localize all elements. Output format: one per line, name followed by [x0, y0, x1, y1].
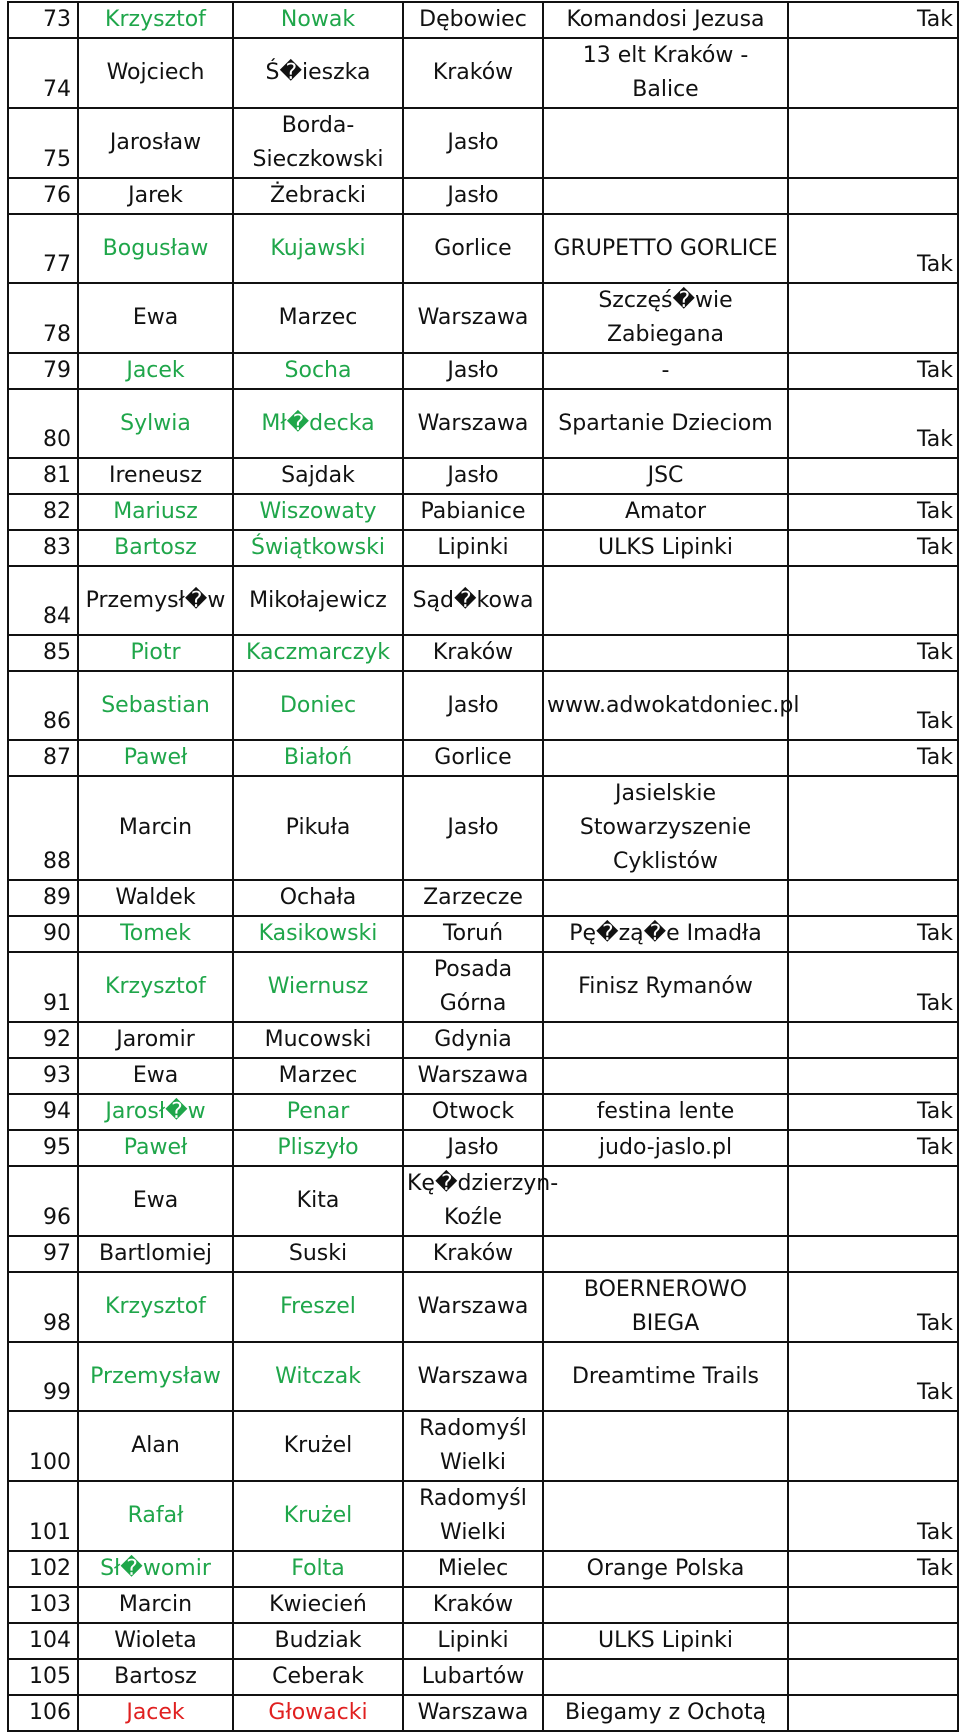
row-number-cell: 92: [8, 1022, 78, 1058]
club-cell: [543, 1659, 788, 1695]
table-row: [8, 1058, 958, 1094]
club-cell: festina lente: [543, 1094, 788, 1130]
club-cell: Jasielskie Stowarzyszenie Cyklistów: [543, 776, 788, 880]
city-cell: Warszawa: [403, 1058, 543, 1094]
table-row: [8, 671, 958, 740]
city-cell: Toruń: [403, 916, 543, 952]
city-cell: Sąd�kowa: [403, 566, 543, 635]
row-number-cell: 76: [8, 178, 78, 214]
last-name-cell: Żebracki: [233, 178, 403, 214]
table-row: [8, 494, 958, 530]
row-number-cell: 88: [8, 776, 78, 880]
flag-cell: [788, 1058, 958, 1094]
row-number-cell: 105: [8, 1659, 78, 1695]
last-name-cell: Ceberak: [233, 1659, 403, 1695]
last-name-cell: Sajdak: [233, 458, 403, 494]
first-name-cell: Jacek: [78, 353, 233, 389]
last-name-cell: Kaczmarczyk: [233, 635, 403, 671]
flag-cell: [788, 1236, 958, 1272]
table-row: [8, 1623, 958, 1659]
flag-cell: [788, 108, 958, 178]
flag-cell: Tak: [788, 1094, 958, 1130]
table-row: [8, 1481, 958, 1551]
flag-cell: [788, 1166, 958, 1236]
last-name-cell: Ochała: [233, 880, 403, 916]
row-number-cell: 96: [8, 1166, 78, 1236]
city-cell: Kę�dzierzyn-Koźle: [403, 1166, 543, 1236]
row-number-cell: 81: [8, 458, 78, 494]
city-cell: Gdynia: [403, 1022, 543, 1058]
table-row: [8, 214, 958, 283]
flag-cell: Tak: [788, 952, 958, 1022]
city-cell: Dębowiec: [403, 2, 543, 38]
club-cell: ULKS Lipinki: [543, 530, 788, 566]
city-cell: Kraków: [403, 635, 543, 671]
flag-cell: Tak: [788, 530, 958, 566]
city-cell: Zarzecze: [403, 880, 543, 916]
city-cell: Warszawa: [403, 1272, 543, 1342]
table-body: [8, 2, 958, 1731]
first-name-cell: Paweł: [78, 1130, 233, 1166]
table-row: [8, 283, 958, 353]
flag-cell: [788, 776, 958, 880]
first-name-cell: Bogusław: [78, 214, 233, 283]
table-row: [8, 1130, 958, 1166]
table-row: [8, 740, 958, 776]
club-cell: [543, 178, 788, 214]
last-name-cell: Socha: [233, 353, 403, 389]
flag-cell: Tak: [788, 635, 958, 671]
row-number-cell: 103: [8, 1587, 78, 1623]
club-cell: -: [543, 353, 788, 389]
table-row: [8, 1342, 958, 1411]
flag-cell: Tak: [788, 1551, 958, 1587]
first-name-cell: Bartlomiej: [78, 1236, 233, 1272]
city-cell: Kraków: [403, 1587, 543, 1623]
first-name-cell: Rafał: [78, 1481, 233, 1551]
last-name-cell: Wiernusz: [233, 952, 403, 1022]
flag-cell: Tak: [788, 2, 958, 38]
last-name-cell: Suski: [233, 1236, 403, 1272]
first-name-cell: Ewa: [78, 1166, 233, 1236]
flag-cell: Tak: [788, 214, 958, 283]
row-number-cell: 75: [8, 108, 78, 178]
last-name-cell: Ś�ieszka: [233, 38, 403, 108]
club-cell: Biegamy z Ochotą: [543, 1695, 788, 1731]
last-name-cell: Krużel: [233, 1411, 403, 1481]
city-cell: Posada Górna: [403, 952, 543, 1022]
last-name-cell: Wiszowaty: [233, 494, 403, 530]
first-name-cell: Przemysł�w: [78, 566, 233, 635]
flag-cell: [788, 1411, 958, 1481]
flag-cell: [788, 1587, 958, 1623]
flag-cell: Tak: [788, 1130, 958, 1166]
first-name-cell: Marcin: [78, 1587, 233, 1623]
flag-cell: Tak: [788, 1272, 958, 1342]
row-number-cell: 80: [8, 389, 78, 458]
city-cell: Kraków: [403, 38, 543, 108]
table-row: [8, 1022, 958, 1058]
flag-cell: [788, 566, 958, 635]
first-name-cell: Jarek: [78, 178, 233, 214]
last-name-cell: Freszel: [233, 1272, 403, 1342]
first-name-cell: Ewa: [78, 1058, 233, 1094]
first-name-cell: Alan: [78, 1411, 233, 1481]
first-name-cell: Ireneusz: [78, 458, 233, 494]
club-cell: [543, 108, 788, 178]
row-number-cell: 89: [8, 880, 78, 916]
row-number-cell: 87: [8, 740, 78, 776]
first-name-cell: Piotr: [78, 635, 233, 671]
row-number-cell: 97: [8, 1236, 78, 1272]
first-name-cell: Mariusz: [78, 494, 233, 530]
first-name-cell: Marcin: [78, 776, 233, 880]
row-number-cell: 102: [8, 1551, 78, 1587]
club-cell: [543, 1236, 788, 1272]
table-row: [8, 38, 958, 108]
club-cell: Pę�zą�e Imadła: [543, 916, 788, 952]
city-cell: Warszawa: [403, 389, 543, 458]
first-name-cell: Krzysztof: [78, 1272, 233, 1342]
city-cell: Jasło: [403, 1130, 543, 1166]
row-number-cell: 74: [8, 38, 78, 108]
club-cell: [543, 1481, 788, 1551]
last-name-cell: Mikołajewicz: [233, 566, 403, 635]
flag-cell: [788, 178, 958, 214]
city-cell: Warszawa: [403, 1695, 543, 1731]
first-name-cell: Jarosław: [78, 108, 233, 178]
row-number-cell: 83: [8, 530, 78, 566]
table-row: [8, 1587, 958, 1623]
last-name-cell: Pliszyło: [233, 1130, 403, 1166]
row-number-cell: 98: [8, 1272, 78, 1342]
flag-cell: [788, 1022, 958, 1058]
first-name-cell: Przemysław: [78, 1342, 233, 1411]
last-name-cell: Marzec: [233, 283, 403, 353]
last-name-cell: Budziak: [233, 1623, 403, 1659]
row-number-cell: 100: [8, 1411, 78, 1481]
row-number-cell: 95: [8, 1130, 78, 1166]
last-name-cell: Marzec: [233, 1058, 403, 1094]
club-cell: JSC: [543, 458, 788, 494]
city-cell: Lipinki: [403, 530, 543, 566]
club-cell: www.adwokatdoniec.pl: [543, 671, 788, 740]
first-name-cell: Wojciech: [78, 38, 233, 108]
last-name-cell: Głowacki: [233, 1695, 403, 1731]
flag-cell: Tak: [788, 389, 958, 458]
last-name-cell: Świątkowski: [233, 530, 403, 566]
table-row: [8, 1411, 958, 1481]
club-cell: [543, 635, 788, 671]
flag-cell: [788, 1695, 958, 1731]
first-name-cell: Jarosł�w: [78, 1094, 233, 1130]
first-name-cell: Bartosz: [78, 530, 233, 566]
club-cell: Dreamtime Trails: [543, 1342, 788, 1411]
row-number-cell: 99: [8, 1342, 78, 1411]
table-row: [8, 1236, 958, 1272]
last-name-cell: Białoń: [233, 740, 403, 776]
first-name-cell: Paweł: [78, 740, 233, 776]
last-name-cell: Kita: [233, 1166, 403, 1236]
first-name-cell: Ewa: [78, 283, 233, 353]
row-number-cell: 82: [8, 494, 78, 530]
city-cell: Pabianice: [403, 494, 543, 530]
city-cell: Radomyśl Wielki: [403, 1411, 543, 1481]
last-name-cell: Penar: [233, 1094, 403, 1130]
last-name-cell: Mł�decka: [233, 389, 403, 458]
table-row: [8, 916, 958, 952]
club-cell: Orange Polska: [543, 1551, 788, 1587]
table-row: [8, 1094, 958, 1130]
last-name-cell: Kasikowski: [233, 916, 403, 952]
city-cell: Kraków: [403, 1236, 543, 1272]
flag-cell: Tak: [788, 916, 958, 952]
first-name-cell: Waldek: [78, 880, 233, 916]
last-name-cell: Folta: [233, 1551, 403, 1587]
table-row: [8, 880, 958, 916]
flag-cell: [788, 458, 958, 494]
last-name-cell: Borda-Sieczkowski: [233, 108, 403, 178]
city-cell: Warszawa: [403, 1342, 543, 1411]
club-cell: [543, 880, 788, 916]
club-cell: judo-jaslo.pl: [543, 1130, 788, 1166]
city-cell: Lipinki: [403, 1623, 543, 1659]
row-number-cell: 77: [8, 214, 78, 283]
first-name-cell: Sebastian: [78, 671, 233, 740]
city-cell: Jasło: [403, 776, 543, 880]
row-number-cell: 85: [8, 635, 78, 671]
last-name-cell: Kujawski: [233, 214, 403, 283]
flag-cell: Tak: [788, 740, 958, 776]
club-cell: [543, 1411, 788, 1481]
row-number-cell: 73: [8, 2, 78, 38]
first-name-cell: Sylwia: [78, 389, 233, 458]
city-cell: Lubartów: [403, 1659, 543, 1695]
club-cell: 13 elt Kraków - Balice: [543, 38, 788, 108]
flag-cell: Tak: [788, 353, 958, 389]
club-cell: [543, 1022, 788, 1058]
last-name-cell: Nowak: [233, 2, 403, 38]
last-name-cell: Doniec: [233, 671, 403, 740]
row-number-cell: 90: [8, 916, 78, 952]
club-cell: Spartanie Dzieciom: [543, 389, 788, 458]
flag-cell: [788, 1659, 958, 1695]
row-number-cell: 78: [8, 283, 78, 353]
club-cell: GRUPETTO GORLICE: [543, 214, 788, 283]
table-row: [8, 458, 958, 494]
last-name-cell: Krużel: [233, 1481, 403, 1551]
flag-cell: [788, 880, 958, 916]
last-name-cell: Pikuła: [233, 776, 403, 880]
flag-cell: [788, 283, 958, 353]
table-row: [8, 1272, 958, 1342]
city-cell: Radomyśl Wielki: [403, 1481, 543, 1551]
club-cell: BOERNEROWO BIEGA: [543, 1272, 788, 1342]
city-cell: Mielec: [403, 1551, 543, 1587]
row-number-cell: 104: [8, 1623, 78, 1659]
city-cell: Jasło: [403, 108, 543, 178]
club-cell: Komandosi Jezusa: [543, 2, 788, 38]
city-cell: Jasło: [403, 671, 543, 740]
first-name-cell: Jaromir: [78, 1022, 233, 1058]
table-row: [8, 635, 958, 671]
club-cell: Szczęś�wie Zabiegana: [543, 283, 788, 353]
table-row: [8, 1695, 958, 1731]
first-name-cell: Jacek: [78, 1695, 233, 1731]
first-name-cell: Krzysztof: [78, 952, 233, 1022]
row-number-cell: 91: [8, 952, 78, 1022]
table-row: [8, 178, 958, 214]
table-row: [8, 353, 958, 389]
flag-cell: Tak: [788, 1481, 958, 1551]
flag-cell: Tak: [788, 1342, 958, 1411]
club-cell: [543, 1587, 788, 1623]
flag-cell: Tak: [788, 494, 958, 530]
row-number-cell: 86: [8, 671, 78, 740]
last-name-cell: Mucowski: [233, 1022, 403, 1058]
flag-cell: [788, 1623, 958, 1659]
first-name-cell: Tomek: [78, 916, 233, 952]
flag-cell: [788, 38, 958, 108]
first-name-cell: Sł�womir: [78, 1551, 233, 1587]
city-cell: Jasło: [403, 458, 543, 494]
row-number-cell: 101: [8, 1481, 78, 1551]
table-row: [8, 1551, 958, 1587]
city-cell: Otwock: [403, 1094, 543, 1130]
table-row: [8, 389, 958, 458]
last-name-cell: Kwiecień: [233, 1587, 403, 1623]
club-cell: ULKS Lipinki: [543, 1623, 788, 1659]
city-cell: Jasło: [403, 178, 543, 214]
row-number-cell: 84: [8, 566, 78, 635]
club-cell: Amator: [543, 494, 788, 530]
table-row: [8, 108, 958, 178]
table-row: [8, 530, 958, 566]
city-cell: Jasło: [403, 353, 543, 389]
table-row: [8, 1166, 958, 1236]
first-name-cell: Bartosz: [78, 1659, 233, 1695]
table-row: [8, 1659, 958, 1695]
table-row: [8, 566, 958, 635]
club-cell: Finisz Rymanów: [543, 952, 788, 1022]
city-cell: Gorlice: [403, 740, 543, 776]
participants-table: [7, 1, 959, 1732]
first-name-cell: Wioleta: [78, 1623, 233, 1659]
table-row: [8, 952, 958, 1022]
table-row: [8, 2, 958, 38]
club-cell: [543, 740, 788, 776]
last-name-cell: Witczak: [233, 1342, 403, 1411]
club-cell: [543, 566, 788, 635]
first-name-cell: Krzysztof: [78, 2, 233, 38]
row-number-cell: 79: [8, 353, 78, 389]
row-number-cell: 94: [8, 1094, 78, 1130]
table-row: [8, 776, 958, 880]
row-number-cell: 106: [8, 1695, 78, 1731]
club-cell: [543, 1166, 788, 1236]
city-cell: Gorlice: [403, 214, 543, 283]
flag-cell: Tak: [788, 671, 958, 740]
row-number-cell: 93: [8, 1058, 78, 1094]
city-cell: Warszawa: [403, 283, 543, 353]
club-cell: [543, 1058, 788, 1094]
